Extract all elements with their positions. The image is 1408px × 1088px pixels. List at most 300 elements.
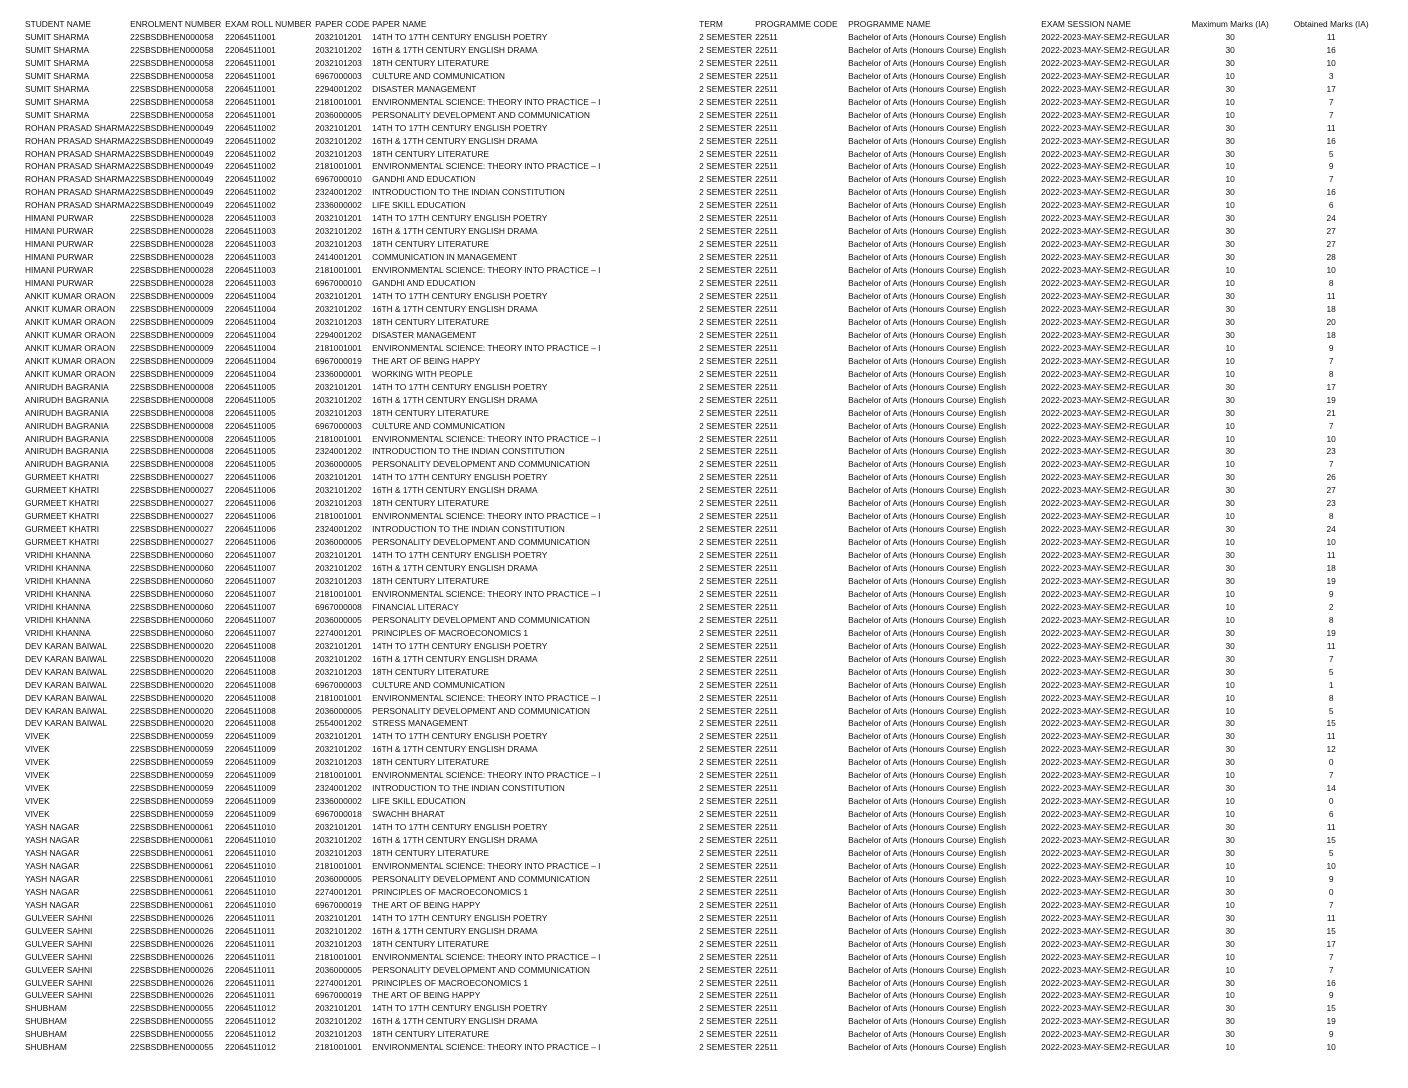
cell-paper-name: GANDHI AND EDUCATION: [372, 278, 476, 289]
cell-programme-code: 22511: [755, 563, 778, 574]
cell-paper-name: COMMUNICATION IN MANAGEMENT: [372, 252, 518, 263]
cell-enrolment-number: 22SBSDBHEN000059: [130, 731, 214, 742]
cell-maximum-marks: 30: [1225, 977, 1235, 988]
cell-term: 2 SEMESTER: [699, 835, 753, 846]
cell-paper-code: 2032101201: [315, 31, 362, 42]
cell-exam-roll-number: 22064511011: [225, 964, 276, 975]
cell-term: 2 SEMESTER: [699, 938, 753, 949]
cell-paper-name: 18TH CENTURY LITERATURE: [372, 575, 489, 586]
cell-programme-name: Bachelor of Arts (Honours Course) English: [848, 679, 1006, 690]
cell-exam-session-name: 2022-2023-MAY-SEM2-REGULAR: [1041, 433, 1170, 444]
table-row: [25, 186, 1381, 199]
cell-programme-code: 22511: [755, 355, 778, 366]
cell-enrolment-number: 22SBSDBHEN000049: [130, 200, 214, 211]
cell-obtained-marks: 6: [1328, 809, 1334, 820]
cell-paper-code: 2032101202: [315, 394, 362, 405]
cell-maximum-marks: 10: [1225, 588, 1235, 599]
cell-paper-name: 14TH TO 17TH CENTURY ENGLISH POETRY: [372, 1003, 548, 1014]
cell-exam-roll-number: 22064511005: [225, 433, 276, 444]
cell-exam-session-name: 2022-2023-MAY-SEM2-REGULAR: [1041, 809, 1170, 820]
cell-paper-code: 2036000005: [315, 459, 362, 470]
cell-programme-code: 22511: [755, 524, 778, 535]
cell-paper-code: 2274001201: [315, 886, 362, 897]
cell-obtained-marks: 10: [1326, 860, 1336, 871]
cell-paper-name: 16TH & 17TH CENTURY ENGLISH DRAMA: [372, 563, 538, 574]
cell-programme-name: Bachelor of Arts (Honours Course) English: [848, 860, 1006, 871]
cell-obtained-marks: 11: [1326, 822, 1336, 833]
cell-term: 2 SEMESTER: [699, 575, 753, 586]
cell-enrolment-number: 22SBSDBHEN000020: [130, 653, 214, 664]
table-row: [25, 445, 1381, 458]
cell-maximum-marks: 10: [1225, 770, 1235, 781]
cell-term: 2 SEMESTER: [699, 498, 753, 509]
cell-programme-code: 22511: [755, 420, 778, 431]
cell-obtained-marks: 11: [1326, 31, 1336, 42]
cell-exam-session-name: 2022-2023-MAY-SEM2-REGULAR: [1041, 368, 1170, 379]
cell-paper-code: 2032101202: [315, 226, 362, 237]
cell-paper-name: 16TH & 17TH CENTURY ENGLISH DRAMA: [372, 1016, 538, 1027]
cell-enrolment-number: 22SBSDBHEN000028: [130, 252, 214, 263]
cell-paper-name: 18TH CENTURY LITERATURE: [372, 498, 489, 509]
cell-term: 2 SEMESTER: [699, 420, 753, 431]
cell-paper-name: 14TH TO 17TH CENTURY ENGLISH POETRY: [372, 550, 548, 561]
cell-obtained-marks: 11: [1326, 550, 1336, 561]
cell-student-name: SUMIT SHARMA: [25, 44, 90, 55]
cell-term: 2 SEMESTER: [699, 1003, 753, 1014]
cell-programme-name: Bachelor of Arts (Honours Course) English: [848, 381, 1006, 392]
cell-programme-code: 22511: [755, 964, 778, 975]
cell-exam-roll-number: 22064511012: [225, 1016, 276, 1027]
cell-programme-name: Bachelor of Arts (Honours Course) English: [848, 614, 1006, 625]
cell-paper-code: 2032101202: [315, 925, 362, 936]
cell-obtained-marks: 7: [1328, 770, 1334, 781]
cell-exam-roll-number: 22064511011: [225, 938, 276, 949]
cell-obtained-marks: 11: [1326, 640, 1336, 651]
cell-enrolment-number: 22SBSDBHEN000049: [130, 148, 214, 159]
cell-obtained-marks: 7: [1328, 420, 1334, 431]
cell-paper-code: 2181001001: [315, 692, 362, 703]
cell-student-name: YASH NAGAR: [25, 848, 80, 858]
cell-paper-name: INTRODUCTION TO THE INDIAN CONSTITUTION: [372, 783, 565, 794]
cell-programme-name: Bachelor of Arts (Honours Course) English: [848, 109, 1006, 120]
cell-exam-session-name: 2022-2023-MAY-SEM2-REGULAR: [1041, 316, 1170, 327]
cell-student-name: HIMANI PURWAR: [25, 265, 94, 276]
cell-programme-code: 22511: [755, 614, 778, 625]
cell-student-name: GULVEER SAHNI: [25, 990, 93, 1001]
cell-obtained-marks: 7: [1328, 355, 1334, 366]
cell-exam-session-name: 2022-2023-MAY-SEM2-REGULAR: [1041, 226, 1170, 237]
cell-programme-name: Bachelor of Arts (Honours Course) English: [848, 148, 1006, 159]
cell-paper-name: 18TH CENTURY LITERATURE: [372, 757, 489, 768]
cell-programme-code: 22511: [755, 550, 778, 561]
cell-term: 2 SEMESTER: [699, 524, 753, 535]
cell-paper-code: 2181001001: [315, 96, 362, 107]
cell-obtained-marks: 16: [1326, 44, 1336, 55]
table-row: [25, 989, 1381, 1002]
table-row: [25, 1015, 1381, 1028]
cell-exam-roll-number: 22064511002: [225, 187, 276, 198]
cell-obtained-marks: 17: [1326, 381, 1336, 392]
cell-term: 2 SEMESTER: [699, 822, 753, 833]
cell-paper-name: INTRODUCTION TO THE INDIAN CONSTITUTION: [372, 524, 565, 535]
cell-exam-roll-number: 22064511001: [225, 70, 276, 81]
table-row: [25, 938, 1381, 951]
cell-enrolment-number: 22SBSDBHEN000008: [130, 394, 214, 405]
cell-maximum-marks: 30: [1225, 925, 1235, 936]
cell-paper-code: 2336000002: [315, 796, 362, 807]
cell-term: 2 SEMESTER: [699, 614, 753, 625]
cell-programme-name: Bachelor of Arts (Honours Course) English: [848, 925, 1006, 936]
cell-maximum-marks: 10: [1225, 990, 1235, 1001]
cell-paper-code: 2032101201: [315, 912, 362, 923]
cell-enrolment-number: 22SBSDBHEN000059: [130, 783, 214, 794]
cell-programme-name: Bachelor of Arts (Honours Course) English: [848, 627, 1006, 638]
cell-term: 2 SEMESTER: [699, 485, 753, 496]
cell-exam-roll-number: 22064511005: [225, 407, 276, 418]
cell-paper-code: 2336000002: [315, 200, 362, 211]
table-row: [25, 31, 1381, 44]
cell-paper-name: GANDHI AND EDUCATION: [372, 174, 476, 185]
cell-programme-code: 22511: [755, 122, 778, 133]
cell-enrolment-number: 22SBSDBHEN000060: [130, 588, 214, 599]
cell-exam-session-name: 2022-2023-MAY-SEM2-REGULAR: [1041, 938, 1170, 949]
cell-maximum-marks: 10: [1225, 951, 1235, 962]
table-row: [25, 951, 1381, 964]
cell-programme-code: 22511: [755, 433, 778, 444]
cell-programme-name: Bachelor of Arts (Honours Course) English: [848, 316, 1006, 327]
table-row: [25, 264, 1381, 277]
cell-paper-code: 2324001202: [315, 446, 362, 457]
cell-programme-code: 22511: [755, 744, 778, 755]
cell-programme-name: Bachelor of Arts (Honours Course) English: [848, 226, 1006, 237]
cell-student-name: GULVEER SAHNI: [25, 912, 93, 923]
cell-exam-session-name: 2022-2023-MAY-SEM2-REGULAR: [1041, 83, 1170, 94]
cell-exam-roll-number: 22064511008: [225, 653, 276, 664]
table-row: [25, 471, 1381, 484]
cell-exam-roll-number: 22064511007: [225, 575, 276, 586]
cell-paper-code: 6967000018: [315, 809, 362, 820]
cell-programme-code: 22511: [755, 472, 778, 483]
cell-enrolment-number: 22SBSDBHEN000009: [130, 368, 214, 379]
cell-programme-name: Bachelor of Arts (Honours Course) English: [848, 951, 1006, 962]
cell-programme-code: 22511: [755, 57, 778, 68]
cell-term: 2 SEMESTER: [699, 588, 753, 599]
cell-paper-code: 2032101202: [315, 303, 362, 314]
cell-term: 2 SEMESTER: [699, 57, 753, 68]
cell-student-name: YASH NAGAR: [25, 835, 80, 846]
cell-programme-code: 22511: [755, 394, 778, 405]
cell-student-name: YASH NAGAR: [25, 873, 80, 884]
cell-exam-roll-number: 22064511009: [225, 731, 276, 742]
cell-enrolment-number: 22SBSDBHEN000008: [130, 433, 214, 444]
cell-programme-name: Bachelor of Arts (Honours Course) English: [848, 744, 1006, 755]
cell-exam-session-name: 2022-2023-MAY-SEM2-REGULAR: [1041, 718, 1170, 729]
cell-student-name: DEV KARAN BAIWAL: [25, 705, 108, 716]
cell-paper-name: 14TH TO 17TH CENTURY ENGLISH POETRY: [372, 472, 548, 483]
table-row: [25, 44, 1381, 57]
cell-student-name: ANKIT KUMAR ORAON: [25, 368, 116, 379]
cell-enrolment-number: 22SBSDBHEN000060: [130, 614, 214, 625]
cell-exam-session-name: 2022-2023-MAY-SEM2-REGULAR: [1041, 627, 1170, 638]
cell-programme-name: Bachelor of Arts (Honours Course) English: [848, 70, 1006, 81]
cell-obtained-marks: 5: [1328, 848, 1334, 858]
cell-paper-code: 2032101202: [315, 1016, 362, 1027]
cell-paper-name: 14TH TO 17TH CENTURY ENGLISH POETRY: [372, 912, 548, 923]
cell-exam-roll-number: 22064511007: [225, 550, 276, 561]
cell-maximum-marks: 30: [1225, 407, 1235, 418]
cell-enrolment-number: 22SBSDBHEN000027: [130, 485, 214, 496]
cell-obtained-marks: 2: [1328, 601, 1334, 612]
cell-exam-roll-number: 22064511007: [225, 563, 276, 574]
cell-paper-name: ENVIRONMENTAL SCIENCE: THEORY INTO PRACTICE – I: [372, 770, 601, 781]
cell-student-name: SUMIT SHARMA: [25, 109, 90, 120]
cell-paper-code: 2181001001: [315, 770, 362, 781]
table-row: [25, 510, 1381, 523]
cell-exam-roll-number: 22064511011: [225, 977, 276, 988]
table-row: [25, 549, 1381, 562]
cell-exam-roll-number: 22064511011: [225, 990, 276, 1001]
cell-programme-code: 22511: [755, 1016, 778, 1027]
cell-exam-roll-number: 22064511004: [225, 329, 276, 340]
table-row: [25, 666, 1381, 679]
cell-programme-name: Bachelor of Arts (Honours Course) English: [848, 342, 1006, 353]
table-row: [25, 458, 1381, 471]
cell-paper-code: 2036000005: [315, 705, 362, 716]
cell-paper-code: 6967000010: [315, 174, 362, 185]
table-row: [25, 160, 1381, 173]
cell-programme-code: 22511: [755, 200, 778, 211]
cell-enrolment-number: 22SBSDBHEN000058: [130, 96, 214, 107]
table-row: [25, 743, 1381, 756]
table-row: [25, 769, 1381, 782]
cell-enrolment-number: 22SBSDBHEN000028: [130, 213, 214, 224]
cell-student-name: HIMANI PURWAR: [25, 239, 94, 250]
cell-term: 2 SEMESTER: [699, 394, 753, 405]
table-row: [25, 640, 1381, 653]
cell-programme-name: Bachelor of Arts (Honours Course) English: [848, 368, 1006, 379]
cell-student-name: HIMANI PURWAR: [25, 226, 94, 237]
cell-programme-code: 22511: [755, 1003, 778, 1014]
cell-maximum-marks: 30: [1225, 291, 1235, 302]
cell-programme-name: Bachelor of Arts (Honours Course) English: [848, 899, 1006, 910]
cell-programme-name: Bachelor of Arts (Honours Course) English: [848, 355, 1006, 366]
cell-exam-roll-number: 22064511012: [225, 1003, 276, 1014]
cell-paper-name: STRESS MANAGEMENT: [372, 718, 469, 729]
cell-maximum-marks: 30: [1225, 252, 1235, 263]
table-row: [25, 83, 1381, 96]
cell-paper-name: INTRODUCTION TO THE INDIAN CONSTITUTION: [372, 446, 565, 457]
cell-maximum-marks: 30: [1225, 1003, 1235, 1014]
cell-programme-code: 22511: [755, 873, 778, 884]
cell-programme-name: Bachelor of Arts (Honours Course) English: [848, 433, 1006, 444]
cell-maximum-marks: 30: [1225, 575, 1235, 586]
cell-paper-code: 2324001202: [315, 783, 362, 794]
cell-programme-name: Bachelor of Arts (Honours Course) English: [848, 588, 1006, 599]
table-row: [25, 717, 1381, 730]
cell-term: 2 SEMESTER: [699, 912, 753, 923]
cell-maximum-marks: 30: [1225, 718, 1235, 729]
cell-paper-name: ENVIRONMENTAL SCIENCE: THEORY INTO PRACTICE – I: [372, 433, 601, 444]
table-row: [25, 821, 1381, 834]
header-maximum-marks: Maximum Marks (IA): [1191, 19, 1269, 29]
cell-paper-name: THE ART OF BEING HAPPY: [372, 355, 481, 366]
cell-obtained-marks: 27: [1326, 485, 1336, 496]
cell-exam-session-name: 2022-2023-MAY-SEM2-REGULAR: [1041, 860, 1170, 871]
cell-paper-code: 2032101203: [315, 938, 362, 949]
cell-paper-name: PERSONALITY DEVELOPMENT AND COMMUNICATION: [372, 614, 590, 625]
cell-programme-name: Bachelor of Arts (Honours Course) English: [848, 44, 1006, 55]
cell-enrolment-number: 22SBSDBHEN000008: [130, 420, 214, 431]
cell-exam-roll-number: 22064511010: [225, 899, 276, 910]
table-row: [25, 290, 1381, 303]
table-row: [25, 1002, 1381, 1015]
header-student-name: STUDENT NAME: [25, 19, 91, 29]
cell-programme-code: 22511: [755, 252, 778, 263]
cell-exam-session-name: 2022-2023-MAY-SEM2-REGULAR: [1041, 459, 1170, 470]
cell-enrolment-number: 22SBSDBHEN000008: [130, 381, 214, 392]
cell-programme-name: Bachelor of Arts (Honours Course) English: [848, 407, 1006, 418]
cell-student-name: ANIRUDH BAGRANIA: [25, 446, 109, 457]
cell-student-name: ANKIT KUMAR ORAON: [25, 316, 116, 327]
cell-exam-session-name: 2022-2023-MAY-SEM2-REGULAR: [1041, 912, 1170, 923]
cell-maximum-marks: 10: [1225, 873, 1235, 884]
cell-obtained-marks: 9: [1328, 588, 1334, 599]
cell-paper-code: 2032101201: [315, 731, 362, 742]
cell-obtained-marks: 15: [1326, 925, 1336, 936]
cell-exam-session-name: 2022-2023-MAY-SEM2-REGULAR: [1041, 446, 1170, 457]
cell-paper-name: SWACHH BHARAT: [372, 809, 445, 820]
cell-student-name: ANIRUDH BAGRANIA: [25, 394, 109, 405]
cell-exam-roll-number: 22064511003: [225, 265, 276, 276]
cell-programme-code: 22511: [755, 381, 778, 392]
cell-paper-code: 2032101203: [315, 57, 362, 68]
cell-exam-roll-number: 22064511006: [225, 485, 276, 496]
cell-paper-name: DISASTER MANAGEMENT: [372, 83, 477, 94]
cell-enrolment-number: 22SBSDBHEN000008: [130, 459, 214, 470]
table-row: [25, 251, 1381, 264]
cell-programme-code: 22511: [755, 226, 778, 237]
cell-enrolment-number: 22SBSDBHEN000028: [130, 226, 214, 237]
cell-programme-name: Bachelor of Arts (Honours Course) English: [848, 57, 1006, 68]
cell-term: 2 SEMESTER: [699, 316, 753, 327]
cell-exam-roll-number: 22064511008: [225, 692, 276, 703]
cell-paper-code: 2032101202: [315, 653, 362, 664]
cell-exam-roll-number: 22064511006: [225, 511, 276, 522]
cell-obtained-marks: 7: [1328, 653, 1334, 664]
cell-maximum-marks: 30: [1225, 666, 1235, 677]
cell-exam-roll-number: 22064511006: [225, 472, 276, 483]
cell-enrolment-number: 22SBSDBHEN000020: [130, 679, 214, 690]
cell-exam-session-name: 2022-2023-MAY-SEM2-REGULAR: [1041, 329, 1170, 340]
cell-student-name: SUMIT SHARMA: [25, 70, 90, 81]
cell-paper-code: 2036000005: [315, 614, 362, 625]
cell-exam-session-name: 2022-2023-MAY-SEM2-REGULAR: [1041, 822, 1170, 833]
cell-exam-roll-number: 22064511007: [225, 588, 276, 599]
cell-paper-code: 2181001001: [315, 161, 362, 172]
cell-paper-name: THE ART OF BEING HAPPY: [372, 899, 481, 910]
cell-obtained-marks: 14: [1326, 783, 1336, 794]
cell-maximum-marks: 30: [1225, 912, 1235, 923]
table-row: [25, 303, 1381, 316]
cell-enrolment-number: 22SBSDBHEN000061: [130, 835, 214, 846]
cell-obtained-marks: 7: [1328, 899, 1334, 910]
cell-programme-code: 22511: [755, 653, 778, 664]
cell-maximum-marks: 30: [1225, 1029, 1235, 1040]
cell-exam-roll-number: 22064511004: [225, 291, 276, 302]
cell-term: 2 SEMESTER: [699, 459, 753, 470]
cell-programme-name: Bachelor of Arts (Honours Course) English: [848, 718, 1006, 729]
cell-enrolment-number: 22SBSDBHEN000026: [130, 951, 214, 962]
cell-programme-code: 22511: [755, 899, 778, 910]
cell-programme-name: Bachelor of Arts (Honours Course) English: [848, 1042, 1006, 1053]
cell-maximum-marks: 10: [1225, 537, 1235, 548]
cell-maximum-marks: 10: [1225, 601, 1235, 612]
cell-exam-session-name: 2022-2023-MAY-SEM2-REGULAR: [1041, 174, 1170, 185]
cell-exam-roll-number: 22064511012: [225, 1042, 276, 1053]
cell-paper-code: 2032101203: [315, 575, 362, 586]
cell-student-name: DEV KARAN BAIWAL: [25, 692, 108, 703]
cell-paper-code: 6967000010: [315, 278, 362, 289]
cell-obtained-marks: 19: [1326, 575, 1336, 586]
cell-obtained-marks: 9: [1328, 342, 1334, 353]
cell-exam-roll-number: 22064511009: [225, 783, 276, 794]
cell-exam-session-name: 2022-2023-MAY-SEM2-REGULAR: [1041, 835, 1170, 846]
cell-exam-roll-number: 22064511002: [225, 174, 276, 185]
cell-student-name: DEV KARAN BAIWAL: [25, 666, 108, 677]
cell-paper-name: 16TH & 17TH CENTURY ENGLISH DRAMA: [372, 653, 538, 664]
cell-exam-session-name: 2022-2023-MAY-SEM2-REGULAR: [1041, 550, 1170, 561]
cell-maximum-marks: 10: [1225, 96, 1235, 107]
cell-obtained-marks: 11: [1326, 291, 1336, 302]
cell-programme-name: Bachelor of Arts (Honours Course) English: [848, 239, 1006, 250]
cell-paper-name: ENVIRONMENTAL SCIENCE: THEORY INTO PRACTICE – I: [372, 96, 601, 107]
cell-exam-session-name: 2022-2023-MAY-SEM2-REGULAR: [1041, 187, 1170, 198]
cell-maximum-marks: 30: [1225, 835, 1235, 846]
header-programme-name: PROGRAMME NAME: [848, 19, 931, 29]
cell-enrolment-number: 22SBSDBHEN000049: [130, 122, 214, 133]
cell-enrolment-number: 22SBSDBHEN000008: [130, 407, 214, 418]
cell-programme-name: Bachelor of Arts (Honours Course) English: [848, 174, 1006, 185]
cell-paper-code: 2032101202: [315, 135, 362, 146]
table-row: [25, 692, 1381, 705]
cell-paper-code: 2032101203: [315, 316, 362, 327]
cell-exam-roll-number: 22064511007: [225, 614, 276, 625]
cell-paper-code: 2554001202: [315, 718, 362, 729]
cell-obtained-marks: 7: [1328, 964, 1334, 975]
cell-paper-name: PERSONALITY DEVELOPMENT AND COMMUNICATION: [372, 705, 590, 716]
cell-student-name: ANIRUDH BAGRANIA: [25, 433, 109, 444]
cell-programme-code: 22511: [755, 148, 778, 159]
cell-term: 2 SEMESTER: [699, 679, 753, 690]
cell-student-name: DEV KARAN BAIWAL: [25, 640, 108, 651]
cell-student-name: ANKIT KUMAR ORAON: [25, 303, 116, 314]
header-paper-name: PAPER NAME: [372, 19, 427, 29]
cell-programme-name: Bachelor of Arts (Honours Course) English: [848, 498, 1006, 509]
cell-exam-session-name: 2022-2023-MAY-SEM2-REGULAR: [1041, 278, 1170, 289]
cell-exam-roll-number: 22064511006: [225, 498, 276, 509]
table-row: [25, 225, 1381, 238]
cell-term: 2 SEMESTER: [699, 860, 753, 871]
cell-enrolment-number: 22SBSDBHEN000020: [130, 692, 214, 703]
cell-programme-name: Bachelor of Arts (Honours Course) English: [848, 200, 1006, 211]
cell-enrolment-number: 22SBSDBHEN000061: [130, 899, 214, 910]
cell-paper-code: 2032101201: [315, 550, 362, 561]
cell-term: 2 SEMESTER: [699, 200, 753, 211]
cell-exam-session-name: 2022-2023-MAY-SEM2-REGULAR: [1041, 964, 1170, 975]
cell-exam-session-name: 2022-2023-MAY-SEM2-REGULAR: [1041, 291, 1170, 302]
cell-exam-session-name: 2022-2023-MAY-SEM2-REGULAR: [1041, 485, 1170, 496]
cell-exam-roll-number: 22064511003: [225, 239, 276, 250]
